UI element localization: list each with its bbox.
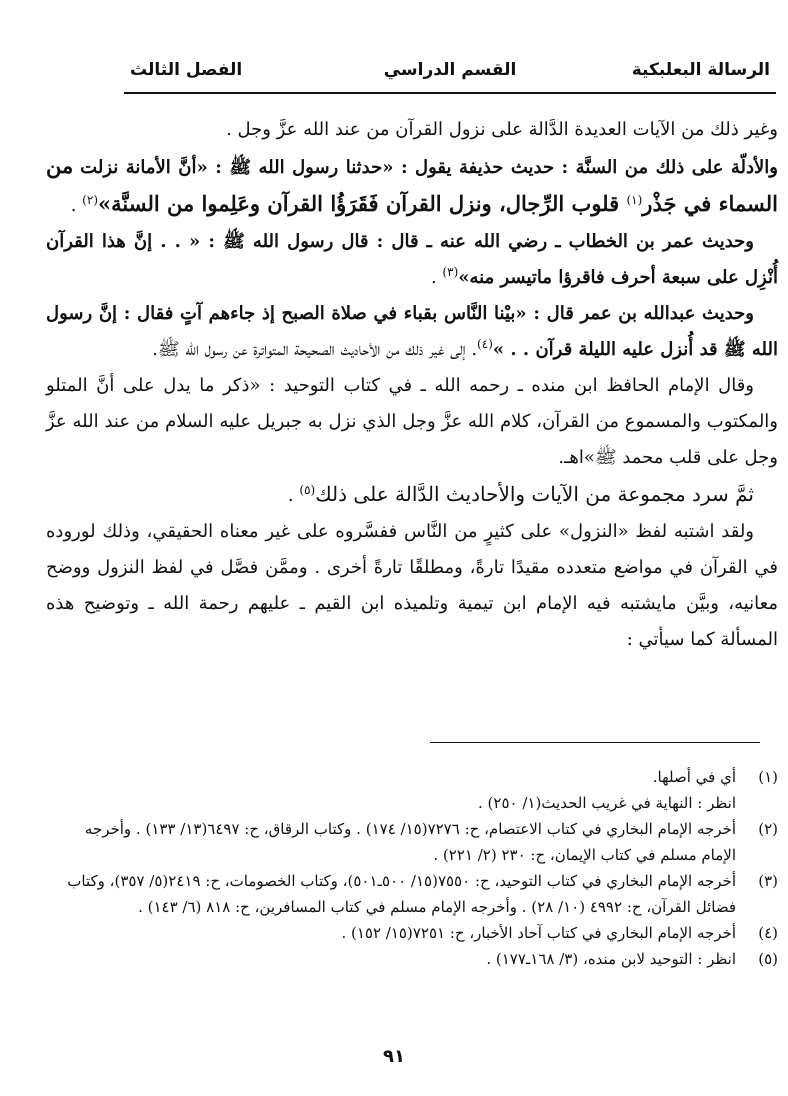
footnote-number: (٥)	[758, 950, 778, 968]
chapter-title: الفصل الثالث	[130, 60, 243, 80]
footnote: (٥) انظر : التوحيد لابن منده، (٣/ ١٦٨ـ١٧٧) .	[46, 946, 778, 972]
paragraph: ولقد اشتبه لفظ «النزول» على كثيرٍ من النَّاس ففسَّروه على غير معناه الحقيقي، وذلك لوروده في القرآن في مواضع متعدده مقيدًا تارةً، ومطلقًا تارةً أخرى . وممَّن فصَّل في لفظ النزول ووضح معانيه، وبيَّن مايشتبه فيه الإمام ابن تيمية وتلميذه ابن القيم ـ عليهم رحمة الله ـ وتوضيح هذه المسألة كما سيأتي :	[46, 521, 778, 650]
footnote-ref: (٢)	[82, 193, 98, 207]
footnote-ref: (٤)	[477, 337, 493, 351]
footnote: (٤) أخرجه الإمام البخاري في كتاب آحاد الأخبار، ح: ٧٢٥١(١٥/ ١٥٢) .	[46, 920, 778, 946]
footnotes	[46, 764, 778, 972]
paragraph: والأدلّة على ذلك من السنَّة : حديث حذيفة يقول : «حدثنا رسول الله ﷺ : «أنَّ الأمانة نزلت من السماء في جَذْر$^{(١)}$ قلوب الرِّجال، ونزل القرآن فَقَرَؤُا القرآن وعَلِموا من السنَّة»$^{(٢)}$ .	[46, 153, 778, 216]
footnote-number: (٢)	[758, 820, 778, 838]
paragraph: وقال الإمام الحافظ ابن منده ـ رحمه الله ـ في كتاب التوحيد : «ذكر ما يدل على أنَّ المتلو والمكتوب والمسموع من القرآن، كلام الله عزَّ وجل الذي نزل به جبريل عليه السلام من عند الله عزَّ وجل على قلب محمد ﷺ»اهـ.	[46, 375, 778, 468]
footnote-ref: (٥)	[299, 483, 316, 497]
page-number: ٩١	[383, 1046, 405, 1067]
section-title: القسم الدراسي	[383, 60, 517, 80]
book-title: الرسالة البعلبكية	[631, 60, 770, 80]
paragraph: وحديث عبدالله بن عمر قال : «بيْنا النَّاس بقباء في صلاة الصبح إذ جاءهم آتٍ فقال : إنَّ رسول الله ﷺ قد أُنزل عليه الليلة قرآن . . »$^{(٤)}$. إلى غير ذلك من الأحاديث الصحيحة المتواترة عن رسول الله ﷺ.	[46, 303, 778, 360]
footnote: (١) أي في أصلها. انظر : النهاية في غريب الحديث(١/ ٢٥٠) .	[46, 764, 778, 816]
footnote-number: (١)	[758, 768, 778, 786]
footnote-number: (٤)	[758, 924, 778, 942]
paragraph: وحديث عمر بن الخطاب ـ رضي الله عنه ـ قال : قال رسول الله ﷺ : « . . إنَّ هذا القرآن أُنْزِل على سبعة أحرف فاقرؤا ماتيسر منه»$^{(٣)}$ .	[46, 231, 778, 288]
paragraph: وغير ذلك من الآيات العديدة الدَّالة على نزول القرآن من عند الله عزَّ وجل .	[226, 119, 778, 140]
paragraph: ثمَّ سرد مجموعة من الآيات والأحاديث الدَّالة على ذلك$^{(٥)}$ .	[287, 482, 754, 506]
footnote: (٢) أخرجه الإمام البخاري في كتاب الاعتصام، ح: ٧٢٧٦(١٥/ ١٧٤) . وكتاب الرقاق، ح: ٦٤٩٧(١٣/ ١٣٣) . وأخرجه الإمام مسلم في كتاب الإيمان، ح: ٢٣٠ (٢/ ٢٢١) .	[46, 816, 778, 868]
footnote-number: (٣)	[758, 872, 778, 890]
main-text	[46, 112, 778, 658]
running-header	[130, 60, 770, 86]
header-rule	[124, 92, 776, 94]
footnote: (٣) أخرجه الإمام البخاري في كتاب التوحيد، ح: ٧٥٥٠(١٥/ ٥٠٠ـ٥٠١)، وكتاب الخصومات، ح: ٢٤١٩(٥/ ٣٥٧)، وكتاب فضائل القرآن، ح: ٤٩٩٢ (١٠/ ٢٨) . وأخرجه الإمام مسلم في كتاب المسافرين، ح: ٨١٨ (٦/ ١٤٣) .	[46, 868, 778, 920]
footnote-ref: (١)	[626, 193, 643, 207]
footnote-rule	[430, 742, 760, 743]
footnote-ref: (٣)	[442, 265, 459, 279]
